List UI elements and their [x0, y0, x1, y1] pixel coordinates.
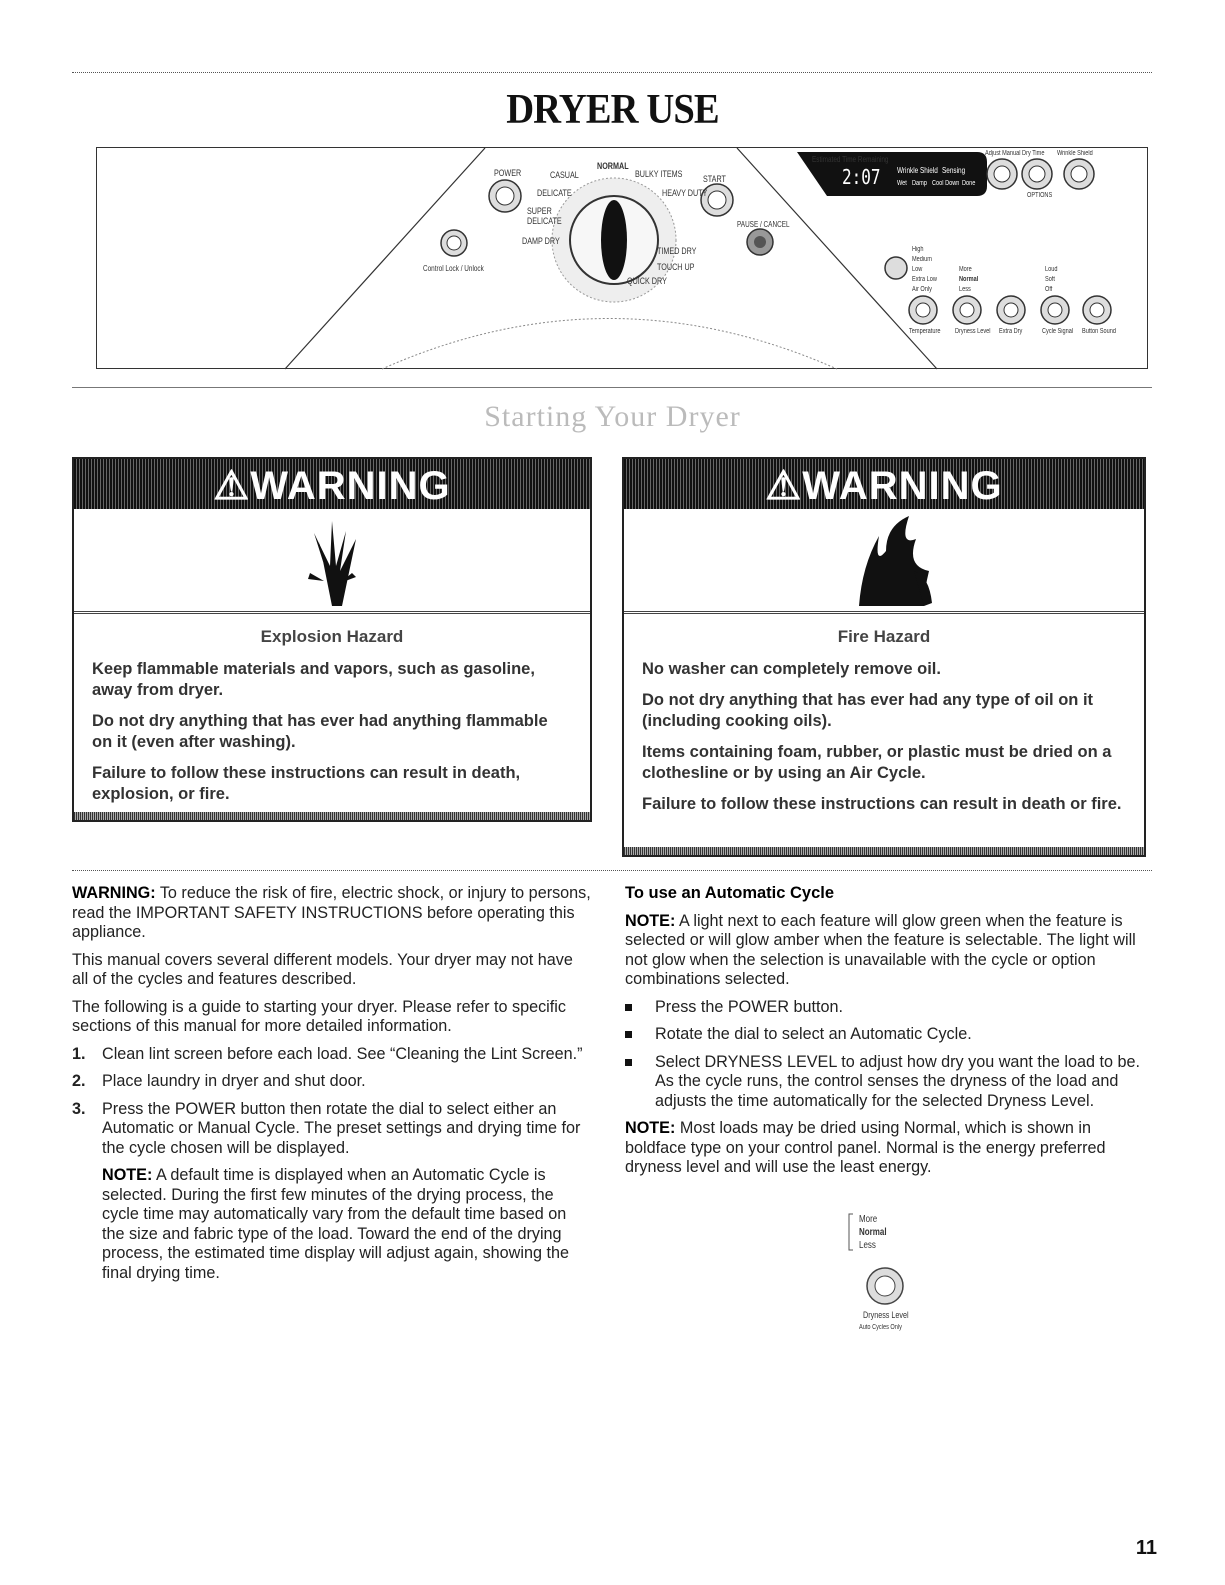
dryness-normal: Normal: [959, 276, 979, 283]
guide-paragraph: The following is a guide to starting your dryer. Please refer to specific sections of this manual for more detailed information.: [72, 997, 566, 1035]
control-lock-label: Control Lock / Unlock: [423, 264, 484, 273]
cycle-casual: CASUAL: [550, 170, 579, 180]
fire-icon: [624, 511, 1144, 614]
warning-header: [74, 459, 590, 509]
status-sensing: Sensing: [942, 166, 966, 175]
section-heading: Starting Your Dryer: [484, 400, 741, 433]
dryness-less: Less: [959, 286, 971, 293]
note-paragraph: NOTE: Most loads may be dried using Normal, which is shown in boldface type on your control panel. Normal is the energy preferred dryness level and will use the least energy.: [625, 1119, 1106, 1176]
button-dryness-label: Dryness Level: [955, 328, 991, 335]
status-damp: Damp: [912, 180, 927, 187]
dryness-more: More: [959, 266, 972, 273]
section-rule: [72, 387, 1152, 388]
cycle-delicate: DELICATE: [537, 188, 572, 198]
wrinkle-shield-label: Wrinkle Shield: [1057, 150, 1093, 157]
temp-high: High: [912, 246, 924, 253]
cycle-damp-dry: DAMP DRY: [522, 236, 560, 246]
control-panel-illustration: [96, 147, 1148, 369]
warning-triangle-icon: ⚠: [765, 464, 803, 508]
explosion-icon: [74, 511, 590, 614]
bullet-item: Select DRYNESS LEVEL to adjust how dry you want the load to be. As the cycle runs, the control senses the dryness of the load and adjusts the time automatically for the selected Dryness Level.: [625, 1053, 1145, 1112]
warning-body: [74, 619, 590, 815]
warning-header: [624, 459, 1144, 509]
dryness-level-illustration: [845, 1210, 925, 1340]
cycle-super-delicate: SUPER DELICATE: [527, 206, 562, 226]
estimated-time-label: Estimated Time Remaining: [812, 155, 889, 164]
power-label: POWER: [494, 168, 522, 178]
right-column: [625, 884, 1145, 1186]
warning-paragraph: No washer can completely remove oil.: [642, 660, 941, 678]
warning-paragraph: Keep flammable materials and vapors, such as gasoline, away from dryer.: [92, 660, 535, 699]
warning-label: WARNING: [802, 464, 1003, 508]
level-off: Off: [1045, 286, 1053, 293]
warning-label: WARNING: [250, 464, 451, 508]
level-loud: Loud: [1045, 266, 1058, 273]
warning-footer-bar: [624, 847, 1144, 855]
temp-medium: Medium: [912, 256, 932, 263]
bullet-item: Press the POWER button.: [625, 998, 1145, 1018]
warning-paragraph: Do not dry anything that has ever had any type of oil on it (including cooking oils).: [642, 691, 1094, 730]
step-item: 2. Place laundry in dryer and shut door.: [72, 1072, 366, 1090]
bullet-square-icon: [625, 1031, 632, 1038]
auto-cycles-only-label: Auto Cycles Only: [859, 1324, 902, 1331]
dryness-normal-label: Normal: [859, 1227, 887, 1238]
top-rule: [72, 72, 1152, 73]
button-temperature-label: Temperature: [909, 328, 941, 335]
warning-paragraph: Do not dry anything that has ever had anything flammable on it (even after washing).: [92, 712, 548, 751]
button-extra-dry-label: Extra Dry: [999, 328, 1023, 335]
page-title: DRYER USE: [506, 87, 719, 133]
note-paragraph: NOTE: A light next to each feature will glow green when the feature is selected or will glow amber when the feature is selectable. The light will not glow when the selection is unavailable with the cycle or option combinations selected.: [625, 911, 1136, 988]
fire-warning-box: [622, 457, 1146, 857]
mid-rule: [72, 870, 1152, 871]
bullet-item: Rotate the dial to select an Automatic Cycle.: [625, 1025, 1145, 1045]
bullet-square-icon: [625, 1059, 632, 1066]
step-item: 1. Clean lint screen before each load. See “Cleaning the Lint Screen.”: [72, 1044, 583, 1063]
control-panel-drawing: [97, 148, 1149, 370]
warning-body: [624, 619, 1144, 825]
explosion-warning-box: [72, 457, 592, 822]
temp-air-only: Air Only: [912, 286, 932, 293]
pause-cancel-label: PAUSE / CANCEL: [737, 220, 790, 229]
start-label: START: [703, 174, 726, 184]
status-wrinkle-shield: Wrinkle Shield: [897, 166, 938, 175]
left-column: [72, 884, 592, 1291]
cycle-normal: NORMAL: [597, 161, 629, 171]
temp-low: Low: [912, 266, 923, 273]
button-sound-label: Button Sound: [1082, 328, 1116, 335]
cycle-timed-dry: TIMED DRY: [657, 246, 697, 256]
dryness-less-label: Less: [859, 1240, 876, 1251]
step-item: 3. Press the POWER button then rotate the dial to select either an Automatic or Manual Cycle. The preset settings and drying time for the cycle chosen will be displayed.: [72, 1099, 581, 1157]
hazard-title: Fire Hazard: [837, 627, 931, 646]
cycle-bulky: BULKY ITEMS: [635, 169, 683, 179]
cycle-touch-up: TOUCH UP: [657, 262, 695, 272]
status-done: Done: [962, 180, 976, 187]
cycle-quick-dry: QUICK DRY: [627, 276, 667, 286]
cycle-heavy-duty: HEAVY DUTY: [662, 188, 708, 198]
status-wet: Wet: [897, 180, 907, 187]
step-note: NOTE: A default time is displayed when an Automatic Cycle is selected. During the first few minutes of the drying process, the cycle time may automatically vary from the default time based on the size and fabric type of the load. Toward the end of the drying process, the estimated time display will adjust again, showing the final drying time.: [102, 1166, 569, 1282]
warning-paragraph: WARNING: To reduce the risk of fire, electric shock, or injury to persons, read the IMPORTANT SAFETY INSTRUCTIONS before operating this appliance.: [72, 884, 591, 941]
warning-paragraph: Failure to follow these instructions can result in death, explosion, or fire.: [92, 764, 521, 803]
warning-footer-bar: [74, 812, 590, 820]
page-number: 11: [1135, 1537, 1157, 1559]
options-label: OPTIONS: [1027, 192, 1053, 199]
models-paragraph: This manual covers several different models. Your dryer may not have all of the cycles and features described.: [72, 950, 573, 988]
warning-paragraph: Items containing foam, rubber, or plastic must be dried on a clothesline or by using an Air Cycle.: [642, 743, 1112, 782]
display-time: 2:07: [842, 165, 881, 189]
warning-triangle-icon: ⚠: [213, 464, 251, 508]
button-cycle-signal-label: Cycle Signal: [1042, 328, 1074, 335]
warning-paragraph: Failure to follow these instructions can result in death or fire.: [642, 795, 1122, 813]
bullet-square-icon: [625, 1004, 632, 1011]
automatic-cycle-heading: To use an Automatic Cycle: [625, 884, 835, 902]
level-soft: Soft: [1045, 276, 1055, 283]
adjust-manual-label: Adjust Manual Dry Time: [985, 150, 1045, 157]
temp-extra-low: Extra Low: [912, 276, 937, 283]
dryness-button-label: Dryness Level: [863, 1310, 909, 1320]
hazard-title: Explosion Hazard: [260, 627, 404, 646]
status-cool-down: Cool Down: [932, 180, 960, 187]
dryness-more-label: More: [859, 1214, 878, 1225]
